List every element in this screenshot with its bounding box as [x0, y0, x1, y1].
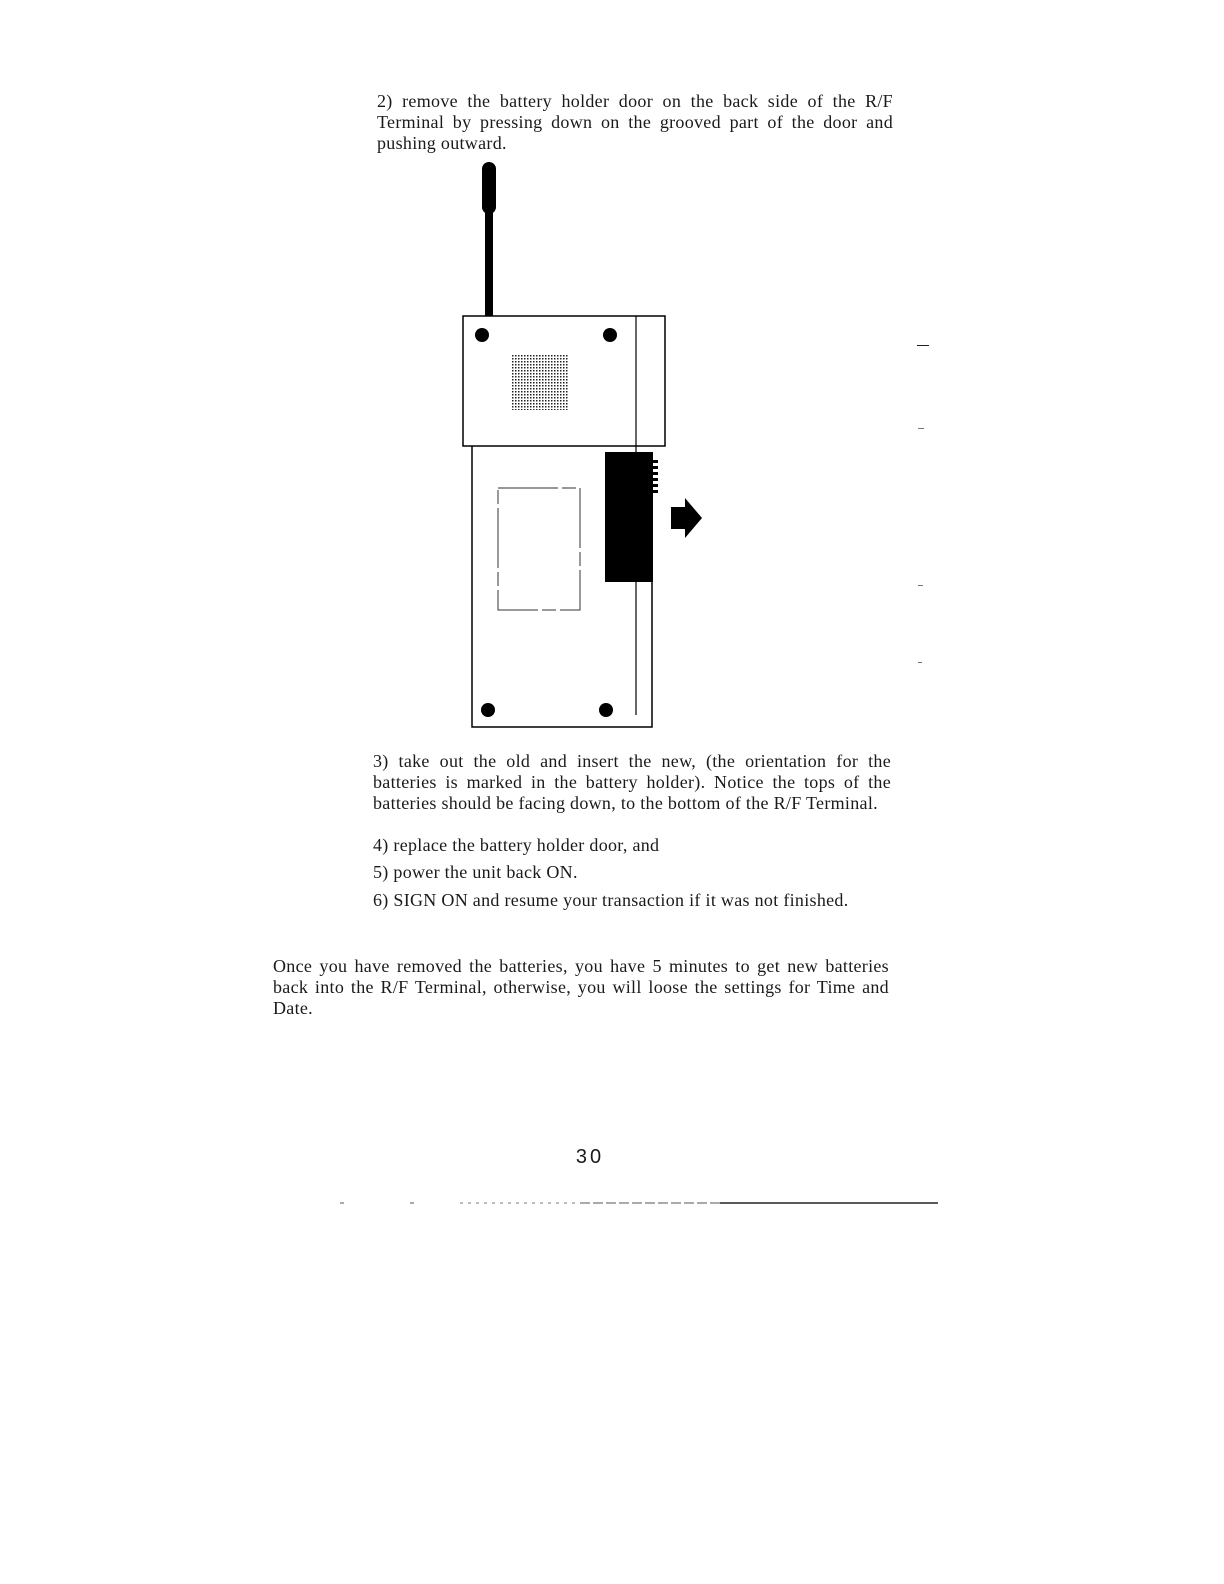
label-area — [498, 488, 580, 610]
screw-icon — [603, 328, 617, 342]
battery-door-icon — [605, 452, 658, 582]
screw-icon — [475, 328, 489, 342]
scan-mark — [918, 662, 922, 663]
scan-mark — [917, 345, 929, 346]
arrow-right-icon — [671, 498, 702, 538]
page-number: 30 — [575, 1146, 605, 1168]
scan-mark — [918, 428, 924, 429]
rf-terminal-illustration — [440, 160, 720, 735]
step-3-instruction: 3) take out the old and insert the new, (the orientation for the batteries is marked in the battery holder). Notice the tops of the batteries should be facing down, to the bottom of the R/F Terminal. — [373, 751, 891, 813]
scan-mark — [918, 585, 923, 586]
scan-edge-line — [340, 1200, 940, 1206]
step-5-instruction: 5) power the unit back ON. — [373, 862, 578, 882]
step-2-instruction: 2) remove the battery holder door on the back side of the R/F Terminal by pressing down on the grooved part of the door and pushing outward. — [377, 91, 893, 153]
antenna-icon — [482, 162, 496, 316]
step-4-instruction: 4) replace the battery holder door, and — [373, 835, 660, 855]
step-6-instruction: 6) SIGN ON and resume your transaction if it was not finished. — [373, 890, 849, 910]
screw-icon — [599, 703, 613, 717]
battery-time-note: Once you have removed the batteries, you have 5 minutes to get new batteries back into the R/F Terminal, otherwise, you will loose the settings for Time and Date. — [273, 956, 889, 1018]
speaker-grille-icon — [511, 354, 569, 410]
screw-icon — [481, 703, 495, 717]
